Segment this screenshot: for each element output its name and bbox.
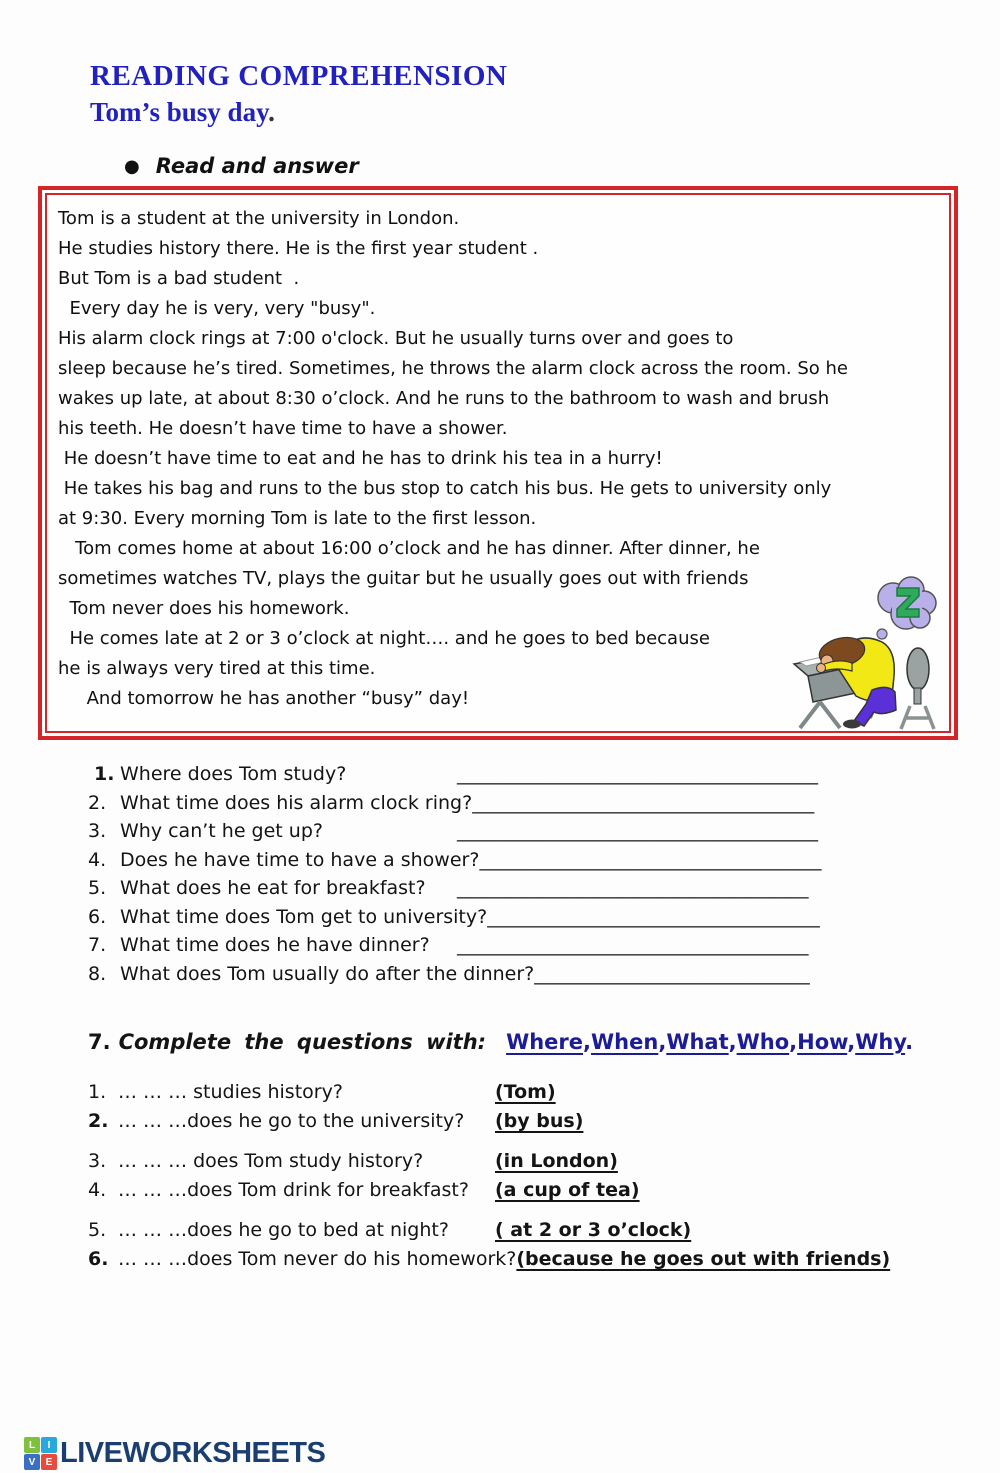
- question-number: 4.: [88, 848, 107, 871]
- part7-question-number: 2.: [88, 1110, 109, 1132]
- subtitle-period: .: [268, 97, 275, 127]
- part7-answer-hint: ( at 2 or 3 o’clock): [495, 1219, 692, 1241]
- question-number: 8.: [88, 962, 107, 985]
- option-word: Why: [855, 1030, 906, 1054]
- part7-answer-hint: (Tom): [495, 1081, 556, 1103]
- question-text: What time does he have dinner?: [120, 934, 430, 956]
- bullet-icon: ●: [124, 155, 140, 177]
- question-row: [88, 817, 1000, 846]
- options-period: .: [905, 1030, 914, 1054]
- question-number: 3.: [88, 820, 107, 842]
- logo-square-v: V: [24, 1454, 40, 1470]
- passage-line: Tom is a student at the university in London.: [58, 208, 460, 229]
- question-number: 6.: [88, 905, 107, 928]
- header: [90, 60, 1000, 128]
- question-row: [88, 903, 1000, 932]
- part7-question-row: [88, 1107, 1000, 1136]
- question-row: [88, 931, 1000, 960]
- passage-line: Every day he is very, very "busy".: [58, 298, 376, 319]
- part7-question-row: [88, 1216, 1000, 1245]
- part7-answer-hint: (because he goes out with friends): [516, 1248, 891, 1270]
- question-word-options: [506, 1030, 913, 1054]
- subtitle-text: Tom’s busy day: [90, 97, 269, 127]
- question-row: [88, 789, 1000, 818]
- reading-passage-box: [38, 186, 958, 740]
- passage-line: Tom never does his homework.: [58, 598, 350, 619]
- comprehension-questions: [88, 760, 1000, 988]
- part7-question-text[interactable]: … … …does he go to the university?: [118, 1110, 465, 1132]
- passage-line: Tom comes home at about 16:00 o’clock and he has dinner. After dinner, he: [58, 538, 760, 559]
- answer-blank[interactable]: ___________________________________: [487, 905, 820, 928]
- part7-question-number: 3.: [88, 1150, 107, 1172]
- part7-question-number: 6.: [88, 1248, 109, 1270]
- question-text: What does he eat for breakfast?: [120, 877, 426, 899]
- logo-square-e: E: [41, 1454, 57, 1470]
- question-number: 1.: [94, 763, 115, 785]
- part7-question-row: [88, 1176, 1000, 1205]
- question-text: Does he have time to have a shower?: [120, 848, 480, 871]
- question-row: [88, 760, 1000, 789]
- worksheet-page: [0, 60, 1000, 1473]
- passage-line: But Tom is a bad student .: [58, 268, 300, 289]
- option-separator: ,: [789, 1030, 798, 1054]
- option-separator: ,: [728, 1030, 737, 1054]
- brand-name: LIVEWORKSHEETS: [60, 1437, 326, 1469]
- question-row: [88, 846, 1000, 875]
- question-row: [88, 874, 1000, 903]
- part7-question-row: [88, 1245, 1000, 1274]
- liveworksheets-logo-icon: [24, 1437, 57, 1470]
- logo-square-l: L: [24, 1437, 40, 1453]
- option-separator: ,: [658, 1030, 667, 1054]
- liveworksheets-footer: [24, 1437, 325, 1470]
- option-separator: ,: [847, 1030, 856, 1054]
- option-word: What: [666, 1030, 729, 1054]
- passage-line: He studies history there. He is the first year student .: [58, 238, 539, 259]
- question-text: What time does his alarm clock ring?: [120, 791, 473, 814]
- page-title: READING COMPREHENSION: [90, 60, 508, 92]
- part7-question-number: 4.: [88, 1179, 107, 1201]
- passage-line: his teeth. He doesn’t have time to have a shower.: [58, 418, 508, 439]
- part7-answer-hint: (a cup of tea): [495, 1179, 640, 1201]
- question-number: 5.: [88, 877, 107, 899]
- passage-line: he is always very tired at this time.: [58, 658, 376, 679]
- logo-square-i: I: [41, 1437, 57, 1453]
- passage-line: sleep because he’s tired. Sometimes, he throws the alarm clock across the room. So he: [58, 358, 848, 379]
- option-word: Where: [506, 1030, 584, 1054]
- option-word: When: [591, 1030, 659, 1054]
- part7-question-text[interactable]: … … … studies history?: [118, 1081, 343, 1103]
- part7-question-row: [88, 1078, 1000, 1107]
- answer-blank[interactable]: _____________________________________: [457, 934, 809, 956]
- instruction-line: [124, 154, 1000, 178]
- question-text: What does Tom usually do after the dinner?: [120, 962, 535, 985]
- passage-line: wakes up late, at about 8:30 o’clock. And he runs to the bathroom to wash and brush: [58, 388, 830, 409]
- answer-blank[interactable]: ____________________________________: [472, 791, 815, 814]
- part7-answer-hint: (by bus): [495, 1110, 584, 1132]
- passage-line: And tomorrow he has another “busy” day!: [58, 688, 470, 709]
- option-word: Who: [736, 1030, 790, 1054]
- part7-question-text[interactable]: … … …does Tom never do his homework?: [118, 1248, 517, 1270]
- passage-line: sometimes watches TV, plays the guitar but he usually goes out with friends: [58, 568, 749, 589]
- question-number: 2.: [88, 791, 107, 814]
- option-separator: ,: [583, 1030, 592, 1054]
- question-number: 7.: [88, 934, 107, 956]
- option-word: How: [797, 1030, 848, 1054]
- answer-blank[interactable]: ______________________________________: [457, 763, 818, 785]
- page-subtitle: [90, 97, 1000, 128]
- question-text: What time does Tom get to university?: [120, 905, 488, 928]
- passage-line: at 9:30. Every morning Tom is late to the first lesson.: [58, 508, 537, 529]
- question-text: Why can’t he get up?: [120, 820, 323, 842]
- passage-line: His alarm clock rings at 7:00 o'clock. But he usually turns over and goes to: [58, 328, 734, 349]
- part7-question-number: 1.: [88, 1081, 107, 1103]
- part7-question-text[interactable]: … … …does he go to bed at night?: [118, 1219, 449, 1241]
- question-text: Where does Tom study?: [120, 763, 347, 785]
- answer-blank[interactable]: ____________________________________: [479, 848, 822, 871]
- passage-text: [58, 204, 940, 714]
- answer-blank[interactable]: _____________________________: [534, 962, 810, 985]
- part7-question-row: [88, 1147, 1000, 1176]
- instruction-label: Read and answer: [155, 154, 359, 178]
- passage-line: He comes late at 2 or 3 o’clock at night…. and he goes to bed because: [58, 628, 710, 649]
- passage-line: He doesn’t have time to eat and he has to drink his tea in a hurry!: [58, 448, 663, 469]
- part7-label: Complete the questions with:: [118, 1030, 487, 1054]
- answer-blank[interactable]: ______________________________________: [457, 820, 818, 842]
- part7-question-number: 5.: [88, 1219, 107, 1241]
- question-row: [88, 960, 1000, 989]
- part7-number: 7.: [88, 1030, 111, 1054]
- part7-question-text[interactable]: … … …does Tom drink for breakfast?: [118, 1179, 469, 1201]
- part7-questions: [88, 1078, 1000, 1274]
- part7-heading: [88, 1030, 1000, 1054]
- passage-line: He takes his bag and runs to the bus stop to catch his bus. He gets to university only: [58, 478, 832, 499]
- answer-blank[interactable]: _____________________________________: [457, 877, 809, 899]
- part7-question-text[interactable]: … … … does Tom study history?: [118, 1150, 424, 1172]
- part7-answer-hint: (in London): [495, 1150, 618, 1172]
